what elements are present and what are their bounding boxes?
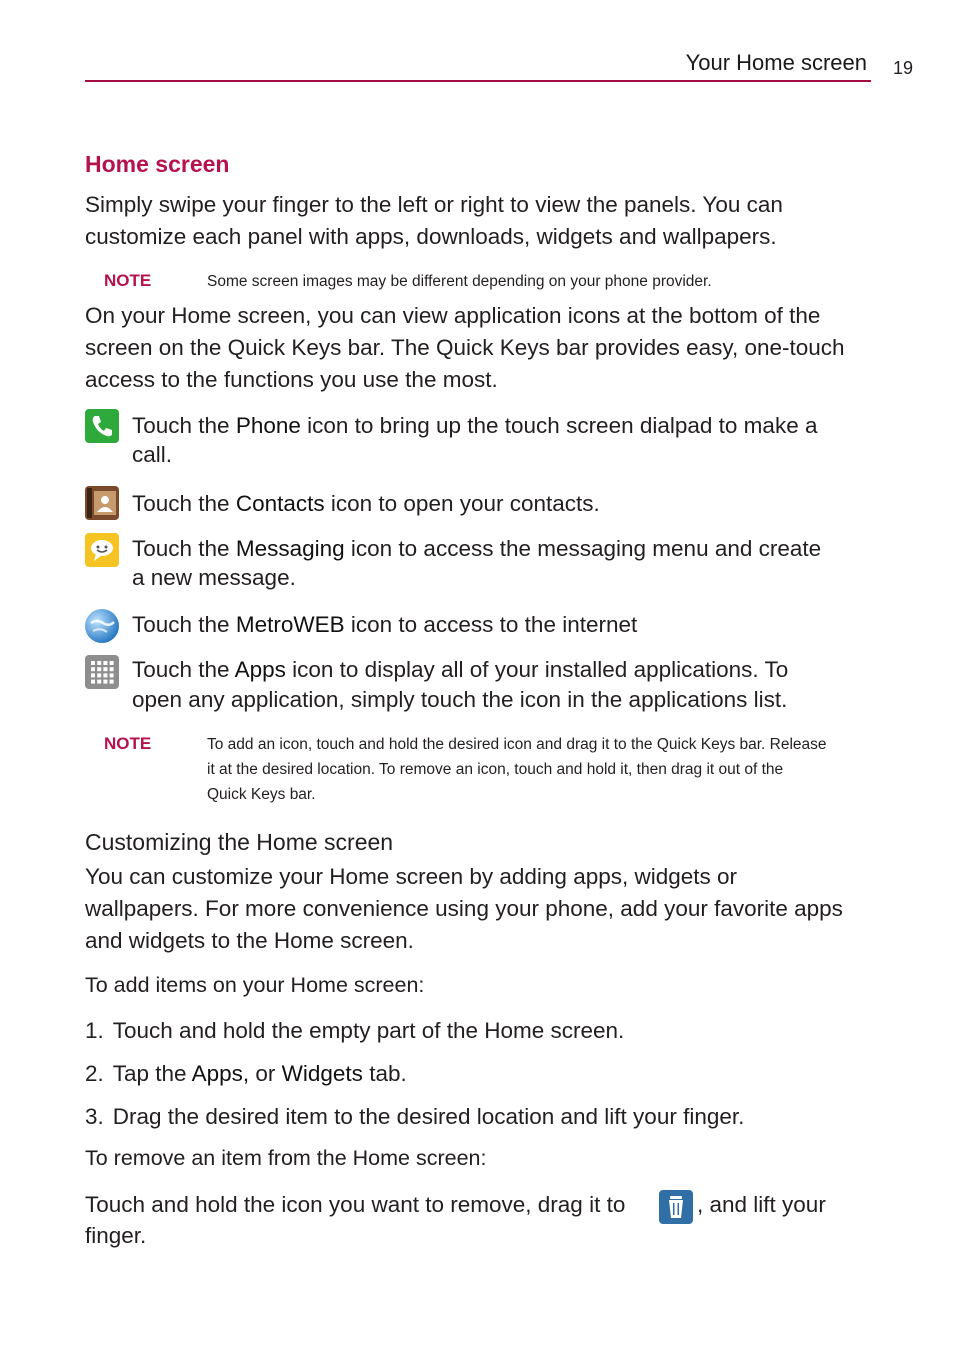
contacts-icon: [85, 486, 119, 520]
phone-keyword: Phone: [235, 413, 301, 438]
remove-paragraph-tail: , and lift your: [697, 1192, 826, 1217]
page-number: 19: [893, 58, 914, 78]
customizing-paragraph: You can customize your Home screen by adding apps, widgets or wallpapers. For more convenience using your phone, add your favorite apps and widgets to the Home screen.: [85, 864, 843, 953]
remove-item-heading: To remove an item from the Home screen:: [85, 1146, 487, 1170]
contacts-item: Touch the Contacts icon to open your contacts.: [132, 491, 600, 516]
section-title: Your Home screen: [685, 50, 867, 75]
item-line: call.: [132, 442, 173, 467]
metroweb-keyword: MetroWEB: [235, 612, 345, 637]
remove-paragraph-line2: finger.: [85, 1223, 147, 1248]
intro-line: Simply swipe your finger to the left or right to view the panels. You can: [85, 192, 783, 217]
paragraph-line: On your Home screen, you can view application icons at the bottom of the: [85, 303, 821, 328]
metroweb-globe-icon: [85, 609, 119, 643]
widgets-tab-keyword: Widgets: [281, 1061, 363, 1086]
step-1: 1. Touch and hold the empty part of the Home screen.: [85, 1018, 625, 1043]
note-label: NOTE: [104, 734, 152, 753]
item-line: a new message.: [132, 565, 296, 590]
messaging-icon: [85, 533, 119, 567]
home-screen-heading: Home screen: [85, 151, 230, 177]
intro-paragraph: [85, 189, 783, 253]
step-3: 3. Drag the desired item to the desired location and lift your finger.: [85, 1104, 745, 1129]
note-text: To add an icon, touch and hold the desired icon and drag it to the Quick Keys bar. Release it at the desired location. To remove an icon, touch and hold it, then drag it out of the Quick Keys bar.: [207, 736, 827, 803]
note-label: NOTE: [104, 271, 152, 290]
metroweb-item: Touch the MetroWEB icon to access to the internet: [132, 612, 638, 637]
item-line: open any application, simply touch the icon in the applications list.: [132, 687, 788, 712]
phone-item: Touch the Phone icon to bring up the touch screen dialpad to make a call.: [132, 413, 818, 467]
apps-keyword: Apps: [234, 657, 286, 682]
paragraph-line: access to the functions you use the most.: [85, 367, 498, 392]
intro-line: customize each panel with apps, downloads, widgets and wallpapers.: [85, 224, 777, 249]
customizing-heading: Customizing the Home screen: [85, 829, 394, 855]
quick-keys-paragraph: [85, 300, 845, 396]
apps-tab-keyword: Apps,: [191, 1061, 250, 1086]
apps-grid-icon: [85, 655, 119, 689]
contacts-keyword: Contacts: [235, 491, 325, 516]
remove-paragraph-line1: Touch and hold the icon you want to remove, drag it to: [85, 1192, 626, 1217]
header-rule: [85, 80, 871, 82]
paragraph-line: screen on the Quick Keys bar. The Quick Keys bar provides easy, one-touch: [85, 335, 845, 360]
note-text: Some screen images may be different depending on your phone provider.: [207, 273, 712, 290]
step-2: 2. Tap the Apps, or Widgets tab.: [85, 1061, 407, 1086]
phone-icon: [85, 409, 119, 443]
apps-item: Touch the Apps icon to display all of your installed applications. To open any application, simply touch the icon in the applications list.: [132, 655, 788, 715]
add-items-heading: To add items on your Home screen:: [85, 973, 425, 997]
messaging-item: Touch the Messaging icon to access the messaging menu and create a new message.: [132, 536, 822, 590]
messaging-keyword: Messaging: [235, 536, 345, 561]
trash-icon: [659, 1190, 693, 1224]
